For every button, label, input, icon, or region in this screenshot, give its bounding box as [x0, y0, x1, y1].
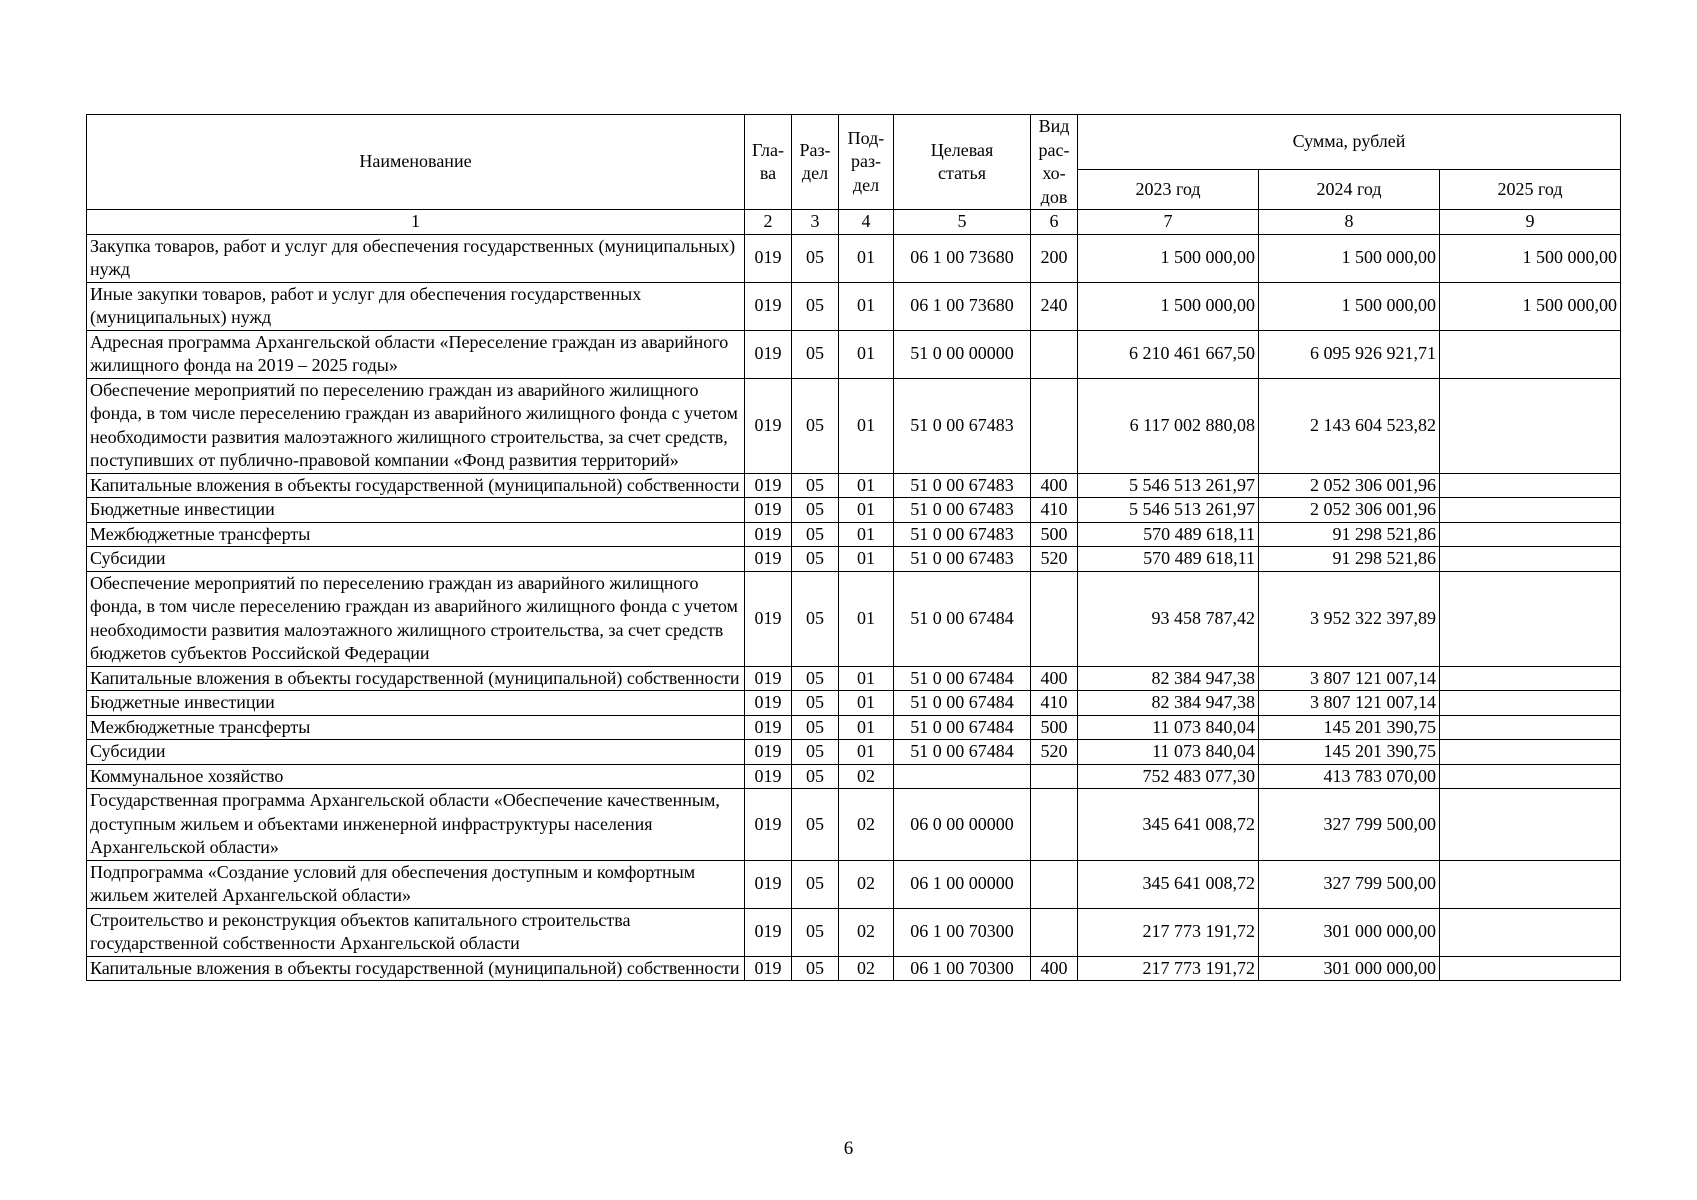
row-vid-rashodov: 240: [1031, 282, 1078, 330]
table-row: [87, 908, 1621, 956]
row-amount-2025: [1440, 740, 1621, 765]
row-amount-2024: 1 500 000,00: [1259, 234, 1440, 282]
row-vid-rashodov: [1031, 789, 1078, 861]
row-razdel: 05: [792, 715, 839, 740]
row-razdel: 05: [792, 234, 839, 282]
row-razdel: 05: [792, 522, 839, 547]
row-amount-2025: [1440, 908, 1621, 956]
row-razdel: 05: [792, 330, 839, 378]
row-name: Обеспечение мероприятий по переселению граждан из аварийного жилищного фонда, в том числе переселению граждан из аварийного жилищного фонда с учетом необходимости развития малоэтажного жилищного строительства, за счет средств, поступивших от публично-правовой компании «Фонд развития территорий»: [87, 378, 745, 473]
table-row: [87, 764, 1621, 789]
row-podrazdel: 01: [839, 473, 894, 498]
row-amount-2025: [1440, 498, 1621, 523]
row-razdel: 05: [792, 498, 839, 523]
column-number-row: [87, 210, 1621, 235]
row-amount-2023: 5 546 513 261,97: [1078, 473, 1259, 498]
table-row: [87, 498, 1621, 523]
row-name: Закупка товаров, работ и услуг для обеспечения государственных (муниципальных) нужд: [87, 234, 745, 282]
row-podrazdel: 02: [839, 789, 894, 861]
row-amount-2024: 3 807 121 007,14: [1259, 691, 1440, 716]
row-razdel: 05: [792, 691, 839, 716]
row-amount-2023: 82 384 947,38: [1078, 691, 1259, 716]
row-amount-2025: [1440, 547, 1621, 572]
table-row: [87, 282, 1621, 330]
row-razdel: 05: [792, 571, 839, 666]
header-year-2023: 2023 год: [1078, 170, 1259, 210]
row-vid-rashodov: 400: [1031, 666, 1078, 691]
table-row: [87, 378, 1621, 473]
row-name: Подпрограмма «Создание условий для обеспечения доступным и комфортным жильем жителей Архангельской области»: [87, 860, 745, 908]
row-amount-2024: 2 052 306 001,96: [1259, 473, 1440, 498]
row-podrazdel: 02: [839, 908, 894, 956]
row-podrazdel: 01: [839, 234, 894, 282]
row-tselevaya-statya: 51 0 00 67484: [894, 715, 1031, 740]
row-vid-rashodov: [1031, 571, 1078, 666]
row-razdel: 05: [792, 908, 839, 956]
row-name: Обеспечение мероприятий по переселению граждан из аварийного жилищного фонда, в том числе переселению граждан из аварийного жилищного фонда с учетом необходимости развития малоэтажного жилищного строительства, за счет средств бюджетов субъектов Российской Федерации: [87, 571, 745, 666]
table-row: [87, 522, 1621, 547]
row-amount-2025: [1440, 691, 1621, 716]
row-amount-2024: 301 000 000,00: [1259, 956, 1440, 981]
row-name: Строительство и реконструкция объектов капитального строительства государственной собственности Архангельской области: [87, 908, 745, 956]
header-year-2025: 2025 год: [1440, 170, 1621, 210]
row-glava: 019: [745, 666, 792, 691]
row-vid-rashodov: 400: [1031, 473, 1078, 498]
header-glava: Гла- ва: [745, 115, 792, 210]
row-amount-2024: 2 143 604 523,82: [1259, 378, 1440, 473]
row-vid-rashodov: 400: [1031, 956, 1078, 981]
row-amount-2023: 1 500 000,00: [1078, 282, 1259, 330]
row-amount-2025: [1440, 473, 1621, 498]
row-amount-2024: 6 095 926 921,71: [1259, 330, 1440, 378]
table-body: [87, 234, 1621, 981]
row-razdel: 05: [792, 547, 839, 572]
row-amount-2023: 6 210 461 667,50: [1078, 330, 1259, 378]
row-razdel: 05: [792, 789, 839, 861]
row-vid-rashodov: [1031, 330, 1078, 378]
row-podrazdel: 01: [839, 715, 894, 740]
row-podrazdel: 01: [839, 547, 894, 572]
row-name: Адресная программа Архангельской области «Переселение граждан из аварийного жилищного фонда на 2019 – 2025 годы»: [87, 330, 745, 378]
row-glava: 019: [745, 715, 792, 740]
row-tselevaya-statya: 51 0 00 67483: [894, 522, 1031, 547]
row-glava: 019: [745, 378, 792, 473]
row-amount-2025: [1440, 789, 1621, 861]
row-tselevaya-statya: 51 0 00 67483: [894, 473, 1031, 498]
row-amount-2023: 217 773 191,72: [1078, 908, 1259, 956]
row-name: Субсидии: [87, 547, 745, 572]
row-tselevaya-statya: 51 0 00 67483: [894, 498, 1031, 523]
row-razdel: 05: [792, 860, 839, 908]
row-amount-2024: 1 500 000,00: [1259, 282, 1440, 330]
table-row: [87, 740, 1621, 765]
table-row: [87, 473, 1621, 498]
row-vid-rashodov: 410: [1031, 498, 1078, 523]
row-tselevaya-statya: 06 1 00 73680: [894, 282, 1031, 330]
row-podrazdel: 01: [839, 740, 894, 765]
row-razdel: 05: [792, 956, 839, 981]
row-name: Государственная программа Архангельской области «Обеспечение качественным, доступным жильем и объектами инженерной инфраструктуры населения Архангельской области»: [87, 789, 745, 861]
row-name: Капитальные вложения в объекты государственной (муниципальной) собственности: [87, 473, 745, 498]
table-row: [87, 571, 1621, 666]
row-glava: 019: [745, 860, 792, 908]
table-row: [87, 234, 1621, 282]
row-name: Межбюджетные трансферты: [87, 715, 745, 740]
column-number: 8: [1259, 210, 1440, 235]
column-number: 3: [792, 210, 839, 235]
row-amount-2025: 1 500 000,00: [1440, 282, 1621, 330]
table-row: [87, 666, 1621, 691]
table-row: [87, 691, 1621, 716]
row-amount-2024: 3 807 121 007,14: [1259, 666, 1440, 691]
row-amount-2023: 6 117 002 880,08: [1078, 378, 1259, 473]
row-amount-2025: [1440, 571, 1621, 666]
row-glava: 019: [745, 330, 792, 378]
row-name: Межбюджетные трансферты: [87, 522, 745, 547]
row-podrazdel: 01: [839, 691, 894, 716]
row-tselevaya-statya: 51 0 00 67484: [894, 740, 1031, 765]
row-tselevaya-statya: 51 0 00 00000: [894, 330, 1031, 378]
row-vid-rashodov: [1031, 378, 1078, 473]
row-podrazdel: 01: [839, 498, 894, 523]
row-podrazdel: 01: [839, 571, 894, 666]
row-razdel: 05: [792, 666, 839, 691]
table-row: [87, 956, 1621, 981]
row-glava: 019: [745, 234, 792, 282]
row-vid-rashodov: [1031, 764, 1078, 789]
row-razdel: 05: [792, 282, 839, 330]
row-name: Бюджетные инвестиции: [87, 498, 745, 523]
column-number: 7: [1078, 210, 1259, 235]
row-podrazdel: 02: [839, 956, 894, 981]
row-vid-rashodov: 520: [1031, 547, 1078, 572]
column-number: 6: [1031, 210, 1078, 235]
row-tselevaya-statya: 51 0 00 67483: [894, 547, 1031, 572]
row-name: Капитальные вложения в объекты государственной (муниципальной) собственности: [87, 956, 745, 981]
table-row: [87, 860, 1621, 908]
row-amount-2025: [1440, 956, 1621, 981]
row-glava: 019: [745, 764, 792, 789]
row-amount-2024: 145 201 390,75: [1259, 740, 1440, 765]
row-name: Субсидии: [87, 740, 745, 765]
row-amount-2025: [1440, 330, 1621, 378]
row-tselevaya-statya: 06 1 00 70300: [894, 956, 1031, 981]
header-year-2024: 2024 год: [1259, 170, 1440, 210]
row-podrazdel: 01: [839, 522, 894, 547]
row-tselevaya-statya: 51 0 00 67483: [894, 378, 1031, 473]
row-glava: 019: [745, 571, 792, 666]
row-glava: 019: [745, 498, 792, 523]
row-amount-2024: 327 799 500,00: [1259, 860, 1440, 908]
row-amount-2023: 1 500 000,00: [1078, 234, 1259, 282]
row-amount-2024: 2 052 306 001,96: [1259, 498, 1440, 523]
row-glava: 019: [745, 282, 792, 330]
row-amount-2024: 3 952 322 397,89: [1259, 571, 1440, 666]
row-podrazdel: 01: [839, 378, 894, 473]
row-amount-2023: 93 458 787,42: [1078, 571, 1259, 666]
column-number: 1: [87, 210, 745, 235]
row-amount-2024: 145 201 390,75: [1259, 715, 1440, 740]
column-number: 2: [745, 210, 792, 235]
row-tselevaya-statya: 51 0 00 67484: [894, 691, 1031, 716]
row-amount-2025: [1440, 522, 1621, 547]
row-podrazdel: 01: [839, 282, 894, 330]
row-tselevaya-statya: 06 1 00 70300: [894, 908, 1031, 956]
column-number: 4: [839, 210, 894, 235]
row-amount-2025: [1440, 378, 1621, 473]
row-vid-rashodov: [1031, 908, 1078, 956]
table-row: [87, 789, 1621, 861]
row-tselevaya-statya: 51 0 00 67484: [894, 666, 1031, 691]
row-razdel: 05: [792, 473, 839, 498]
row-vid-rashodov: 200: [1031, 234, 1078, 282]
row-vid-rashodov: 410: [1031, 691, 1078, 716]
row-tselevaya-statya: [894, 764, 1031, 789]
row-vid-rashodov: 500: [1031, 522, 1078, 547]
row-razdel: 05: [792, 764, 839, 789]
row-amount-2023: 11 073 840,04: [1078, 715, 1259, 740]
row-glava: 019: [745, 740, 792, 765]
row-tselevaya-statya: 06 0 00 00000: [894, 789, 1031, 861]
table-row: [87, 330, 1621, 378]
header-tselevaya-statya: Целевая статья: [894, 115, 1031, 210]
row-amount-2023: 570 489 618,11: [1078, 522, 1259, 547]
row-amount-2023: 570 489 618,11: [1078, 547, 1259, 572]
row-amount-2025: 1 500 000,00: [1440, 234, 1621, 282]
row-name: Бюджетные инвестиции: [87, 691, 745, 716]
row-amount-2024: 91 298 521,86: [1259, 522, 1440, 547]
header-name: Наименование: [87, 115, 745, 210]
row-amount-2025: [1440, 666, 1621, 691]
header-vid-rashodov: Вид рас- хо- дов: [1031, 115, 1078, 210]
row-amount-2023: 345 641 008,72: [1078, 789, 1259, 861]
row-glava: 019: [745, 547, 792, 572]
row-amount-2024: 91 298 521,86: [1259, 547, 1440, 572]
table-row: [87, 547, 1621, 572]
row-vid-rashodov: [1031, 860, 1078, 908]
row-amount-2025: [1440, 860, 1621, 908]
row-tselevaya-statya: 51 0 00 67484: [894, 571, 1031, 666]
row-razdel: 05: [792, 378, 839, 473]
row-amount-2023: 345 641 008,72: [1078, 860, 1259, 908]
header-summa: Сумма, рублей: [1078, 115, 1621, 170]
row-amount-2023: 5 546 513 261,97: [1078, 498, 1259, 523]
row-podrazdel: 02: [839, 860, 894, 908]
table-row: [87, 715, 1621, 740]
column-number: 5: [894, 210, 1031, 235]
row-glava: 019: [745, 522, 792, 547]
row-name: Коммунальное хозяйство: [87, 764, 745, 789]
row-podrazdel: 01: [839, 330, 894, 378]
row-name: Иные закупки товаров, работ и услуг для обеспечения государственных (муниципальных) нужд: [87, 282, 745, 330]
row-glava: 019: [745, 908, 792, 956]
row-name: Капитальные вложения в объекты государственной (муниципальной) собственности: [87, 666, 745, 691]
row-razdel: 05: [792, 740, 839, 765]
row-glava: 019: [745, 956, 792, 981]
budget-table: [86, 114, 1621, 981]
column-number: 9: [1440, 210, 1621, 235]
row-amount-2023: 217 773 191,72: [1078, 956, 1259, 981]
row-amount-2024: 413 783 070,00: [1259, 764, 1440, 789]
row-glava: 019: [745, 789, 792, 861]
row-amount-2023: 752 483 077,30: [1078, 764, 1259, 789]
row-amount-2024: 301 000 000,00: [1259, 908, 1440, 956]
row-amount-2025: [1440, 715, 1621, 740]
page-number: 6: [843, 1138, 854, 1159]
row-glava: 019: [745, 473, 792, 498]
header-podrazdel: Под- раз- дел: [839, 115, 894, 210]
row-tselevaya-statya: 06 1 00 00000: [894, 860, 1031, 908]
row-vid-rashodov: 520: [1031, 740, 1078, 765]
row-amount-2024: 327 799 500,00: [1259, 789, 1440, 861]
row-amount-2023: 11 073 840,04: [1078, 740, 1259, 765]
header-razdel: Раз- дел: [792, 115, 839, 210]
row-vid-rashodov: 500: [1031, 715, 1078, 740]
row-tselevaya-statya: 06 1 00 73680: [894, 234, 1031, 282]
row-amount-2025: [1440, 764, 1621, 789]
row-podrazdel: 02: [839, 764, 894, 789]
row-podrazdel: 01: [839, 666, 894, 691]
row-amount-2023: 82 384 947,38: [1078, 666, 1259, 691]
row-glava: 019: [745, 691, 792, 716]
